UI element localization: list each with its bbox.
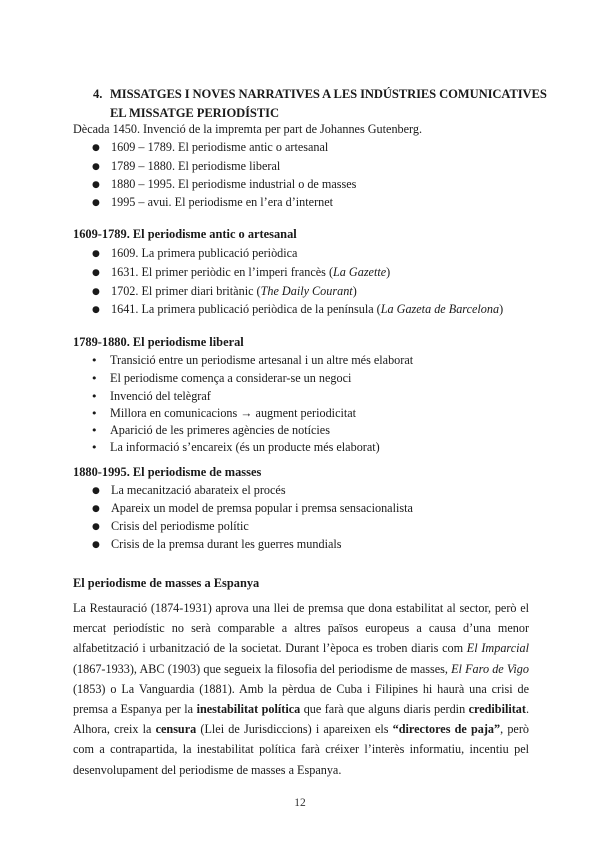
bullet-icon <box>92 264 100 282</box>
section-heading-antic: 1609-1789. El periodisme antic o artesanal <box>73 227 297 241</box>
bullet-icon <box>92 245 100 263</box>
bullet-icon <box>91 439 98 456</box>
bullet-icon <box>92 194 100 212</box>
bullet-icon <box>92 283 100 301</box>
bullet-icon <box>91 352 98 369</box>
bullet-icon <box>92 139 100 157</box>
bullet-icon <box>92 500 100 518</box>
bullet-icon <box>91 422 98 439</box>
bullet-icon <box>92 482 100 500</box>
intro-text: Dècada 1450. Invenció de la impremta per part de Johannes Gutenberg. <box>73 122 423 136</box>
bullet-icon <box>92 518 100 536</box>
section-heading-liberal: 1789-1880. El periodisme liberal <box>73 335 244 349</box>
chapter-number: 4. <box>93 87 103 101</box>
section-heading-masses: 1880-1995. El periodisme de masses <box>73 465 262 479</box>
chapter-title-line2: EL MISSATGE PERIODÍSTIC <box>110 106 279 120</box>
section-heading-espanya: El periodisme de masses a Espanya <box>73 576 260 590</box>
bullet-icon <box>92 301 100 319</box>
page-number: 12 <box>294 797 306 809</box>
chapter-title-line1: MISSATGES I NOVES NARRATIVES A LES INDÚSTRIES COMUNICATIVES <box>110 87 547 101</box>
bullet-icon <box>92 158 100 176</box>
document-page: 4. MISSATGES I NOVES NARRATIVES A LES INDÚSTRIES COMUNICATIVES EL MISSATGE PERIODÍSTIC Dècada 1450. Invenció de la impremta per part de Johannes Gutenberg. ● 1609 – 1789. El periodisme antic o artesanal ● 1789 – 1880. El periodisme liberal ● 1880 – 1995. El periodisme industrial o de masses ● 1995 – avui. El periodisme en l’era d’internet 1609-1789. El periodisme antic o artesanal ● 1609. La primera publicació periòdica ● 1631. El primer periòdic en l’imperi francès (La Gazette) ● 1702. El primer diari britànic (The Daily Courant) ● 1641. La primera publicació periòdica de la península (La Gazeta de Barcelona) 1789-1880. El periodisme liberal • Transició entre un periodisme artesanal i un altre més elaborat • El periodisme comença a considerar-se un negoci • Invenció del telègraf • Millora en comunicacions → augment periodicitat • Aparició de les primeres agències de notícies • La informació s’encareix (és un producte més elaborat) 1880-1995. El periodisme de masses ● La mecanització abarateix el procés ● Apareix un model de premsa popular i premsa sensacionalista ● Crisis del periodisme polític ● Crisis de la premsa durant les guerres mundials El periodisme de masses a Espanya La Restauració (1874-1931) aprova una llei de premsa que dona estabilitat al sector, però el mercat periodístic no serà comparable a altres països europeus a causa d’una menor alfabetització i urbanització de la societat. Durant l’època es troben diaris com El Imparcial (1867-1933), ABC (1903) que segueix la filosofia del periodisme de masses, El Faro de Vigo (1853) o La Vanguardia (1881). Amb la pèrdua de Cuba i Filipines hi haurà una crisi de premsa a Espanya per la inestabilitat política que farà que alguns diaris perdin credibilitat. Alhora, creix la censura (Llei de Jurisdiccions) i apareixen els “directores de paja”, però com a contrapartida, la inestabilitat política farà créixer l’interès informatiu, incentiu pel desenvolupament del periodisme de masses a Espanya. 12 <box>0 0 600 848</box>
espanya-paragraph: La Restauració (1874-1931) aprova una llei de premsa que dona estabilitat al sector, però el mercat periodístic no serà comparable a altres països europeus a causa d’una menor alfabetització i urbanització de la societat. Durant l’època es troben diaris com El Imparcial (1867-1933), ABC (1903) que segueix la filosofia del periodisme de masses, El Faro de Vigo (1853) o La Vanguardia (1881). Amb la pèrdua de Cuba i Filipines hi haurà una crisi de premsa a Espanya per la inestabilitat política que farà que alguns diaris perdin credibilitat. Alhora, creix la censura (Llei de Jurisdiccions) i apareixen els “directores de paja”, però com a contrapartida, la inestabilitat política farà créixer l’interès informatiu, incentiu pel desenvolupament del periodisme de masses a Espanya. <box>73 601 529 777</box>
bullet-icon <box>92 536 100 554</box>
bullet-icon <box>91 388 98 405</box>
bullet-icon <box>91 405 98 422</box>
bullet-icon <box>92 176 100 194</box>
bullet-icon <box>91 370 98 387</box>
